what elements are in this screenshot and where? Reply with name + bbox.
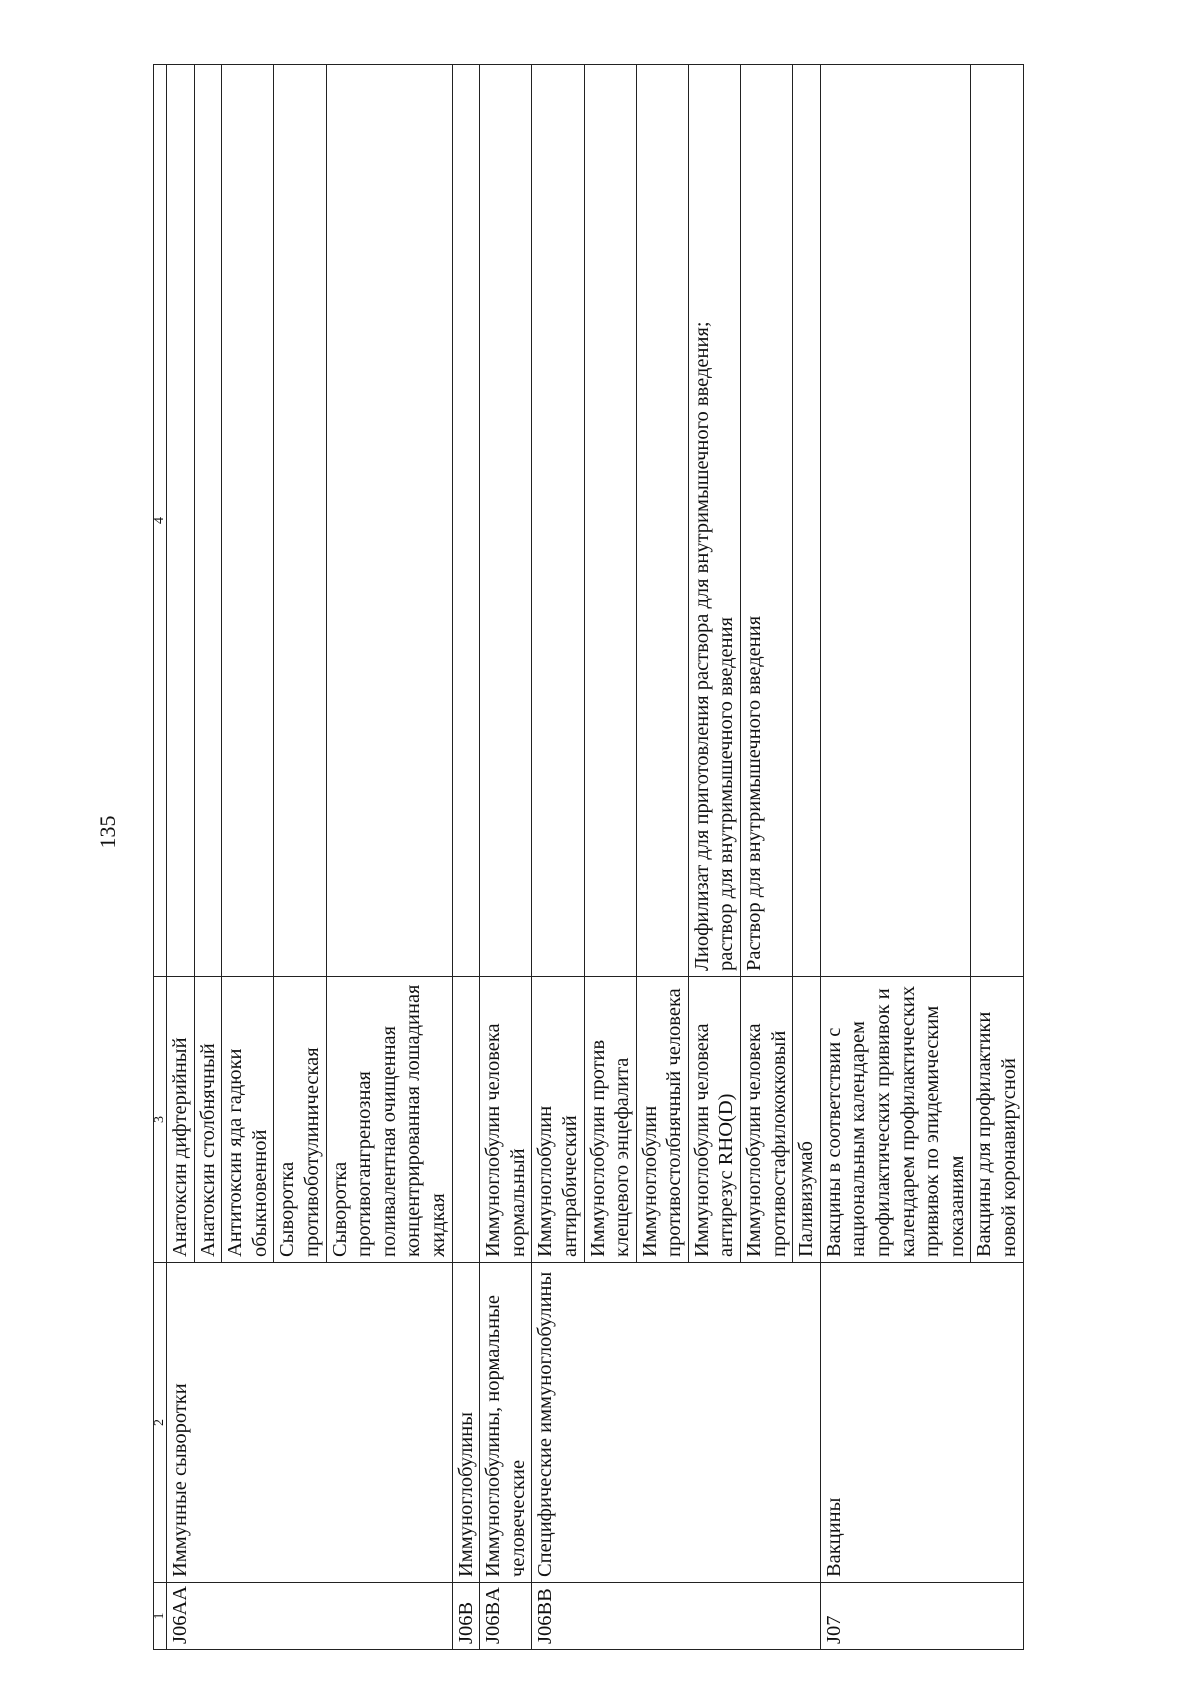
drug-cell: Иммуноглобулин антирабический bbox=[532, 977, 584, 1263]
drug-cell: Иммуноглобулин человека нормальный bbox=[480, 977, 532, 1263]
drug-cell: Анатоксин дифтерийный bbox=[167, 977, 195, 1263]
drug-table-sheet bbox=[153, 64, 1153, 1650]
form-cell bbox=[820, 65, 971, 977]
form-cell bbox=[452, 65, 480, 977]
form-cell bbox=[532, 65, 584, 977]
table-row bbox=[167, 65, 195, 1650]
atc-code-cell: J07 bbox=[820, 1583, 1023, 1650]
drug-table bbox=[153, 64, 1024, 1650]
group-cell: Иммунные сыворотки bbox=[167, 1263, 453, 1583]
form-cell bbox=[971, 65, 1023, 977]
table-row bbox=[452, 65, 480, 1650]
form-cell: Раствор для внутримышечного введения bbox=[741, 65, 793, 977]
group-cell: Иммуноглобулины, нормальные человеческие bbox=[480, 1263, 532, 1583]
drug-cell: Иммуноглобулин человека антирезус RHO(D) bbox=[688, 977, 740, 1263]
form-cell bbox=[584, 65, 636, 977]
form-cell bbox=[274, 65, 326, 977]
atc-code-cell: J06BA bbox=[480, 1583, 532, 1650]
drug-cell bbox=[452, 977, 480, 1263]
form-cell bbox=[326, 65, 452, 977]
form-cell bbox=[222, 65, 274, 977]
drug-cell: Анатоксин столбнячный bbox=[194, 977, 222, 1263]
col-header-2: 2 bbox=[154, 1263, 167, 1583]
drug-cell: Антитоксин яда гадюки обыкновенной bbox=[222, 977, 274, 1263]
form-cell bbox=[636, 65, 688, 977]
form-cell bbox=[167, 65, 195, 977]
col-header-4: 4 bbox=[154, 65, 167, 977]
form-cell bbox=[480, 65, 532, 977]
group-cell: Иммуноглобулины bbox=[452, 1263, 480, 1583]
form-cell bbox=[194, 65, 222, 977]
form-cell bbox=[793, 65, 821, 977]
atc-code-cell: J06B bbox=[452, 1583, 480, 1650]
table-row bbox=[820, 65, 971, 1650]
atc-code-cell: J06AA bbox=[167, 1583, 453, 1650]
form-cell: Лиофилизат для приготовления раствора для внутримышечного введения; раствор для внутримышечного введения bbox=[688, 65, 740, 977]
header-row bbox=[154, 65, 167, 1650]
table-row bbox=[532, 65, 584, 1650]
col-header-1: 1 bbox=[154, 1583, 167, 1650]
page-number: 135 bbox=[95, 815, 120, 849]
atc-code-cell: J06BB bbox=[532, 1583, 821, 1650]
drug-cell: Вакцины для профилактики новой коронавирусной bbox=[971, 977, 1023, 1263]
drug-cell: Иммуноглобулин против клещевого энцефалита bbox=[584, 977, 636, 1263]
group-cell: Вакцины bbox=[820, 1263, 1023, 1583]
group-cell: Специфические иммуноглобулины bbox=[532, 1263, 821, 1583]
drug-cell: Сыворотка противоботулиническая bbox=[274, 977, 326, 1263]
drug-cell: Паливизумаб bbox=[793, 977, 821, 1263]
drug-cell: Иммуноглобулин противостолбнячный человека bbox=[636, 977, 688, 1263]
drug-cell: Иммуноглобулин человека противостафилококковый bbox=[741, 977, 793, 1263]
table-row bbox=[480, 65, 532, 1650]
drug-cell: Вакцины в соответствии с национальным календарем профилактических прививок и календарем профилактических прививок по эпидемическим показаниям bbox=[820, 977, 971, 1263]
drug-cell: Сыворотка противогангренозная поливалентная очищенная концентрированная лошадиная жидкая bbox=[326, 977, 452, 1263]
col-header-3: 3 bbox=[154, 977, 167, 1263]
